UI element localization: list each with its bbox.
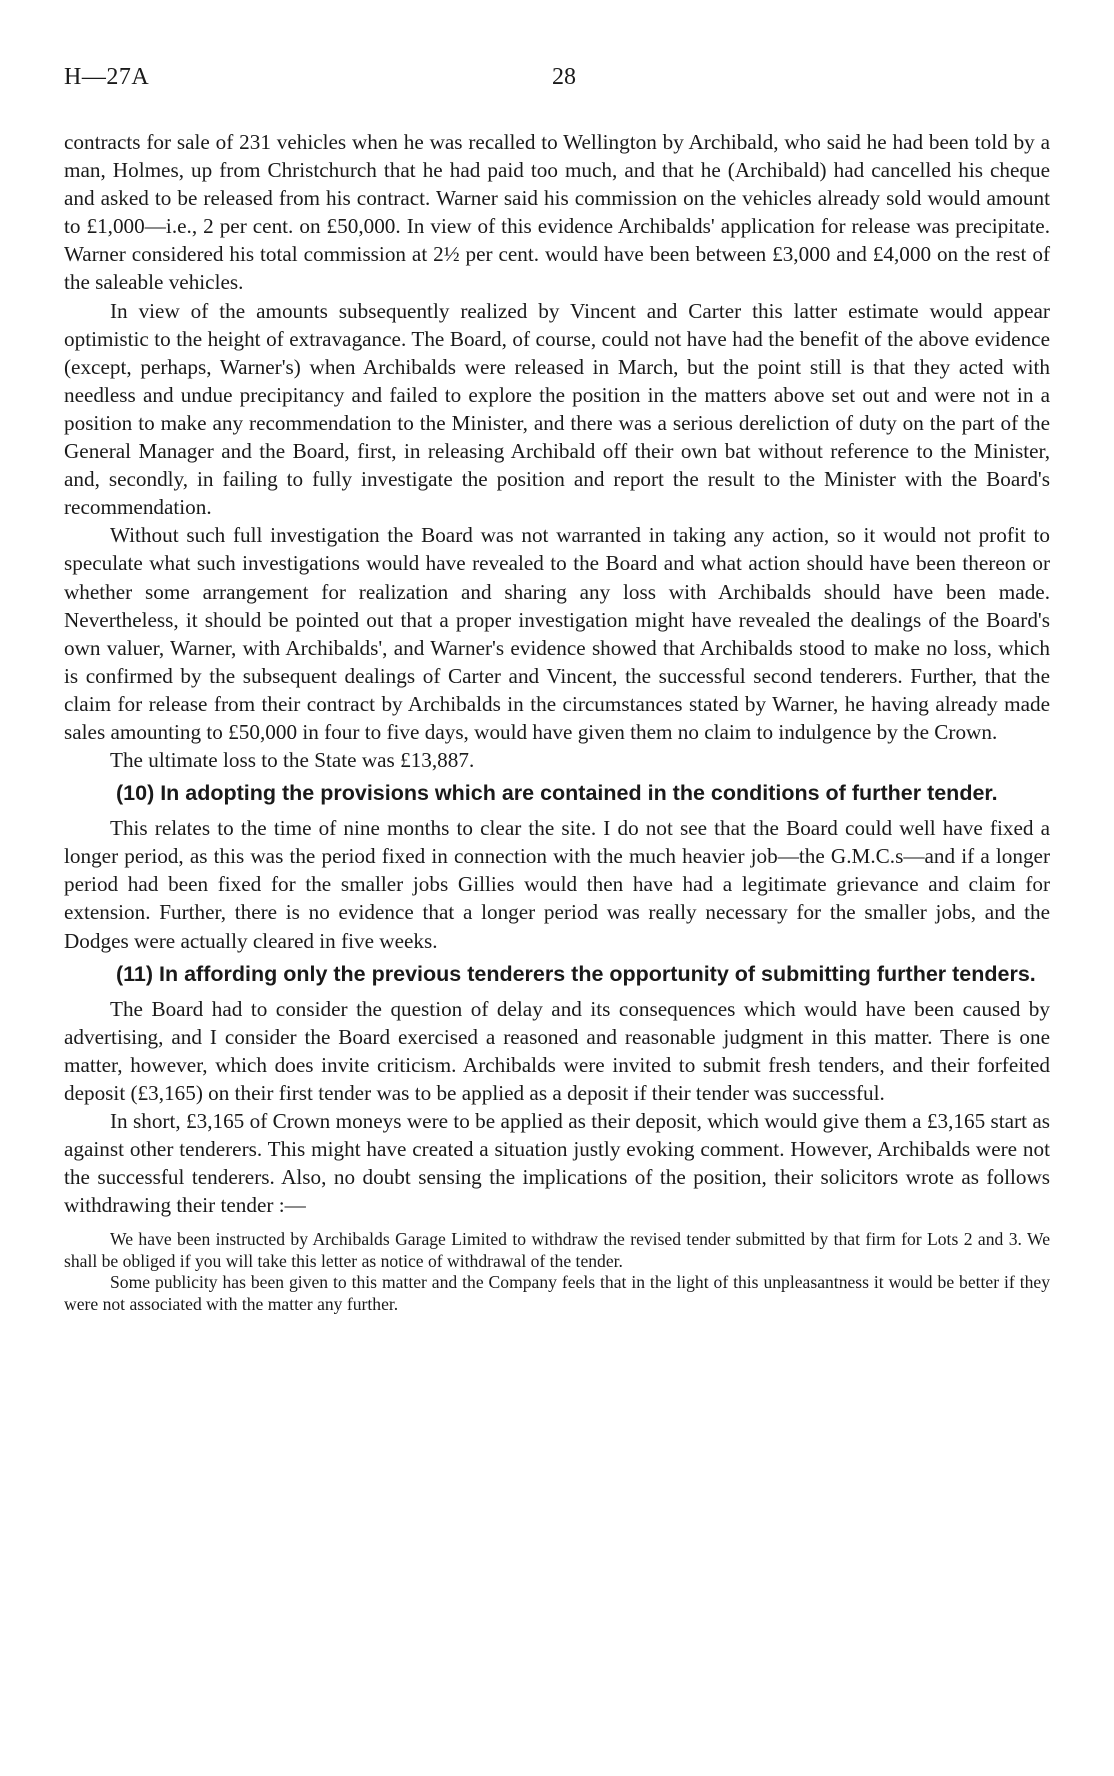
- paragraph: This relates to the time of nine months to clear the site. I do not see that the Board could well have fixed a longer period, as this was the period fixed in connection with the much heavier job—the G.M.C.s—and if a longer period had been fixed for the smaller jobs Gillies would then have had a legitimate grievance and claim for extension. Further, there is no evidence that a longer period was really necessary for the smaller jobs, and the Dodges were actually cleared in five weeks.: [64, 816, 1050, 953]
- paragraph: The ultimate loss to the State was £13,887.: [110, 748, 475, 773]
- section-heading-10: (10) In adopting the provisions which are contained in the conditions of further tender.: [116, 781, 998, 806]
- section-heading-11: (11) In affording only the previous tenderers the opportunity of submitting further tenders.: [116, 961, 1036, 986]
- document-code: H—27A: [64, 64, 150, 90]
- paragraph: contracts for sale of 231 vehicles when he was recalled to Wellington by Archibald, who said he had been told by a man, Holmes, up from Christchurch that he had paid too much, and that he (Archibald) had cancelled his cheque and asked to be released from his contract. Warner said his commission on the vehicles already sold would amount to £1,000—i.e., 2 per cent. on £50,000. In view of this evidence Archibalds' application for release was precipitate. Warner considered his total commission at 2½ per cent. would have been between £3,000 and £4,000 on the rest of the saleable vehicles.: [64, 130, 1050, 295]
- paragraph: In view of the amounts subsequently realized by Vincent and Carter this latter estimate would appear optimistic to the height of extravagance. The Board, of course, could not have had the benefit of the above evidence (except, perhaps, Warner's) when Archibalds were released in March, but the point still is that they acted with needless and undue precipitancy and failed to explore the position in the matters above set out and were not in a position to make any recommendation to the Minister, and there was a serious dereliction of duty on the part of the General Manager and the Board, first, in releasing Archibald off their own bat without reference to the Minister, and, secondly, in failing to fully investigate the position and report the result to the Minister with the Board's recommendation.: [64, 298, 1050, 520]
- body-text: [64, 128, 1050, 1315]
- paragraph: Without such full investigation the Board was not warranted in taking any action, so it would not profit to speculate what such investigations would have revealed to the Board and what action should have been thereon or whether some arrangement for realization and sharing any loss with Archibalds should have been made. Nevertheless, it should be pointed out that a proper investigation might have revealed the dealings of the Board's own valuer, Warner, with Archibalds', and Warner's evidence showed that Archibalds stood to make no loss, which is confirmed by the subsequent dealings of Carter and Vincent, the successful second tenderers. Further, that the claim for release from their contract by Archibalds in the circumstances stated by Warner, he having already made sales amounting to £50,000 in four to five days, would have given them no claim to indulgence by the Crown.: [64, 523, 1050, 744]
- paragraph: The Board had to consider the question of delay and its consequences which would have been caused by advertising, and I consider the Board exercised a reasoned and reasonable judgment in this matter. There is one matter, however, which does invite criticism. Archibalds were invited to submit fresh tenders, and their forfeited deposit (£3,165) on their first tender was to be applied as a deposit if their tender was successful.: [64, 996, 1050, 1105]
- paragraph: In short, £3,165 of Crown moneys were to be applied as their deposit, which would give them a £3,165 start as against other tenderers. This might have created a situation justly evoking comment. However, Archibalds were not the successful tenderers. Also, no doubt sensing the implications of the position, their solicitors wrote as follows withdrawing their tender :—: [64, 1109, 1050, 1218]
- quoted-letter: [64, 1229, 1050, 1315]
- page-number: 28: [552, 64, 576, 90]
- quote-paragraph: Some publicity has been given to this matter and the Company feels that in the light of this unpleasantness it would be better if they were not associated with the matter any further.: [64, 1272, 1050, 1314]
- page-header: [64, 64, 1050, 94]
- quote-paragraph: We have been instructed by Archibalds Garage Limited to withdraw the revised tender submitted by that firm for Lots 2 and 3. We shall be obliged if you will take this letter as notice of withdrawal of the tender.: [64, 1229, 1050, 1271]
